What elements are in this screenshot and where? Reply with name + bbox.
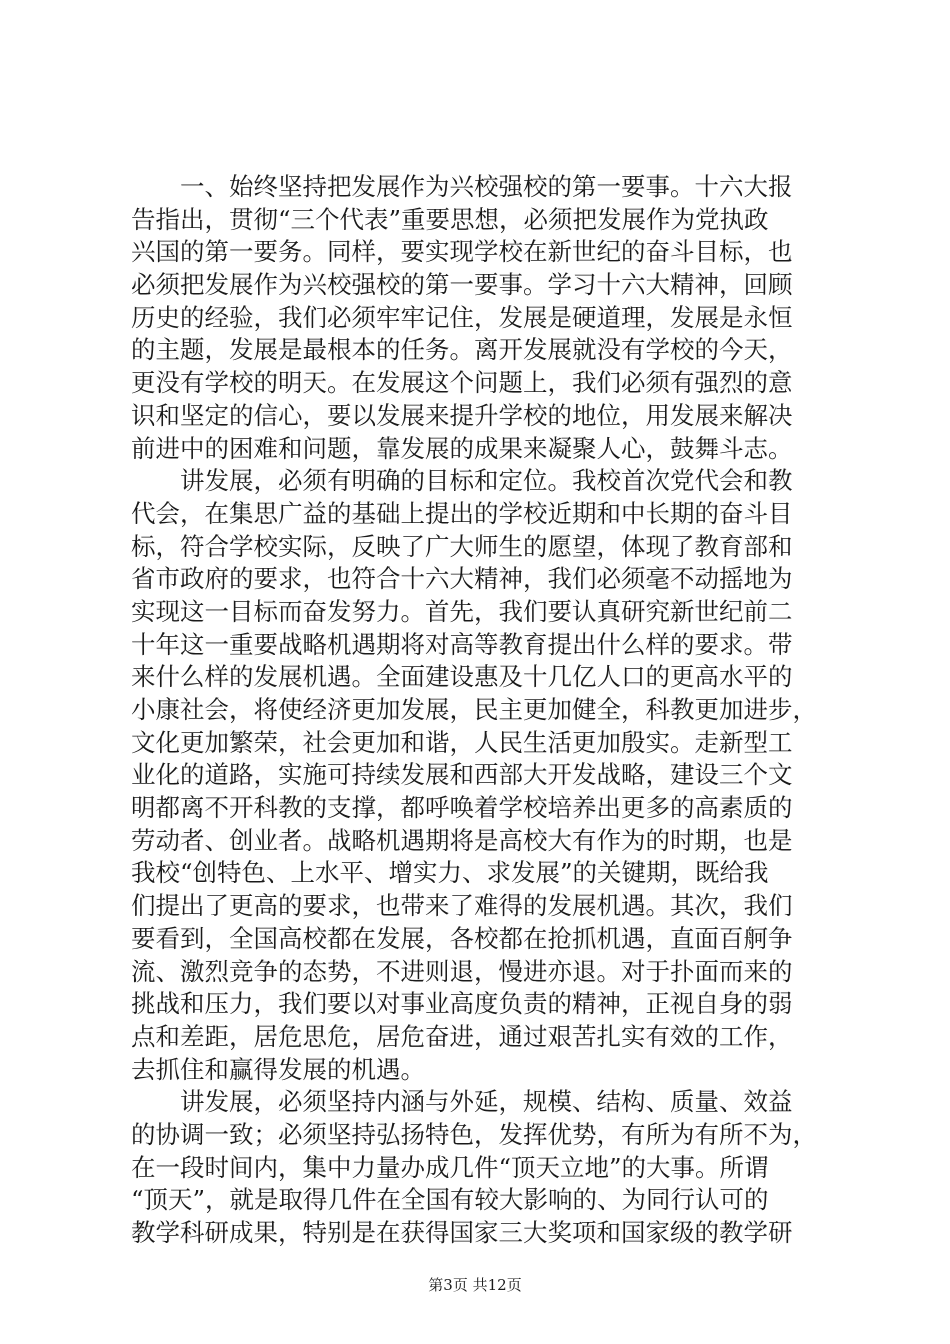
text-line: 历史的经验，我们必须牢牢记住，发展是硬道理，发展是永恒 [131, 302, 793, 332]
text-line: 们提出了更高的要求，也带来了难得的发展机遇。其次，我们 [131, 891, 793, 921]
text-line: 劳动者、创业者。战略机遇期将是高校大有作为的时期，也是 [131, 825, 793, 855]
paragraph-1 [131, 171, 831, 465]
text-line: 一、始终坚持把发展作为兴校强校的第一要事。十六大报 [180, 172, 793, 201]
text-line: 要看到，全国高校都在发展，各校都在抢抓机遇，直面百舸争 [131, 923, 793, 953]
text-line: 识和坚定的信心，要以发展来提升学校的地位，用发展来解决 [131, 400, 793, 430]
text-line: 业化的道路，实施可持续发展和西部大开发战略，建设三个文 [131, 760, 793, 790]
text-line: 小康社会，将使经济更加发展，民主更加健全，科教更加进步， [131, 695, 817, 724]
paragraph-3 [131, 1086, 831, 1249]
document-body [131, 171, 831, 1250]
text-line: 挑战和压力，我们要以对事业高度负责的精神，正视自身的弱 [131, 989, 793, 1019]
text-line: 实现这一目标而奋发努力。首先，我们要认真研究新世纪前二 [131, 596, 793, 626]
text-line: “顶天”，就是取得几件在全国有较大影响的、为同行认可的 [131, 1185, 769, 1215]
text-line: 十年这一重要战略机遇期将对高等教育提出什么样的要求。带 [131, 629, 793, 659]
text-line: 讲发展，必须有明确的目标和定位。我校首次党代会和教 [180, 466, 793, 496]
text-line: 来什么样的发展机遇。全面建设惠及十几亿人口的更高水平的 [131, 662, 793, 692]
text-line: 明都离不开科教的支撑，都呼唤着学校培养出更多的高素质的 [131, 793, 793, 823]
text-line: 我校“创特色、上水平、增实力、求发展”的关键期，既给我 [131, 858, 769, 888]
text-line: 流、激烈竞争的态势，不进则退，慢进亦退。对于扑面而来的 [131, 956, 793, 986]
text-line: 的主题，发展是最根本的任务。离开发展就没有学校的今天， [131, 335, 793, 365]
text-line: 代会，在集思广益的基础上提出的学校近期和中长期的奋斗目 [131, 498, 793, 528]
text-line: 必须把发展作为兴校强校的第一要事。学习十六大精神，回顾 [131, 270, 793, 300]
paragraph-2 [131, 465, 831, 1086]
page-number-footer: 第3页 共12页 [428, 1276, 522, 1294]
text-line: 去抓住和赢得发展的机遇。 [131, 1054, 425, 1084]
text-line: 点和差距，居危思危，居危奋进，通过艰苦扎实有效的工作， [131, 1021, 793, 1051]
text-line: 告指出，贯彻“三个代表”重要思想，必须把发展作为党执政 [131, 204, 769, 234]
text-line: 在一段时间内，集中力量办成几件“顶天立地”的大事。所谓 [131, 1152, 769, 1182]
text-line: 标，符合学校实际，反映了广大师生的愿望，体现了教育部和 [131, 531, 793, 561]
text-line: 的协调一致；必须坚持弘扬特色，发挥优势，有所为有所不为， [131, 1119, 817, 1149]
text-line: 文化更加繁荣，社会更加和谐，人民生活更加殷实。走新型工 [131, 727, 793, 757]
text-line: 讲发展，必须坚持内涵与外延，规模、结构、质量、效益 [180, 1087, 793, 1117]
text-line: 前进中的困难和问题，靠发展的成果来凝聚人心，鼓舞斗志。 [131, 433, 793, 463]
text-line: 更没有学校的明天。在发展这个问题上，我们必须有强烈的意 [131, 368, 793, 398]
text-line: 省市政府的要求，也符合十六大精神，我们必须毫不动摇地为 [131, 564, 793, 594]
text-line: 教学科研成果，特别是在获得国家三大奖项和国家级的教学研 [131, 1218, 793, 1247]
text-line: 兴国的第一要务。同样，要实现学校在新世纪的奋斗目标，也 [131, 237, 793, 267]
